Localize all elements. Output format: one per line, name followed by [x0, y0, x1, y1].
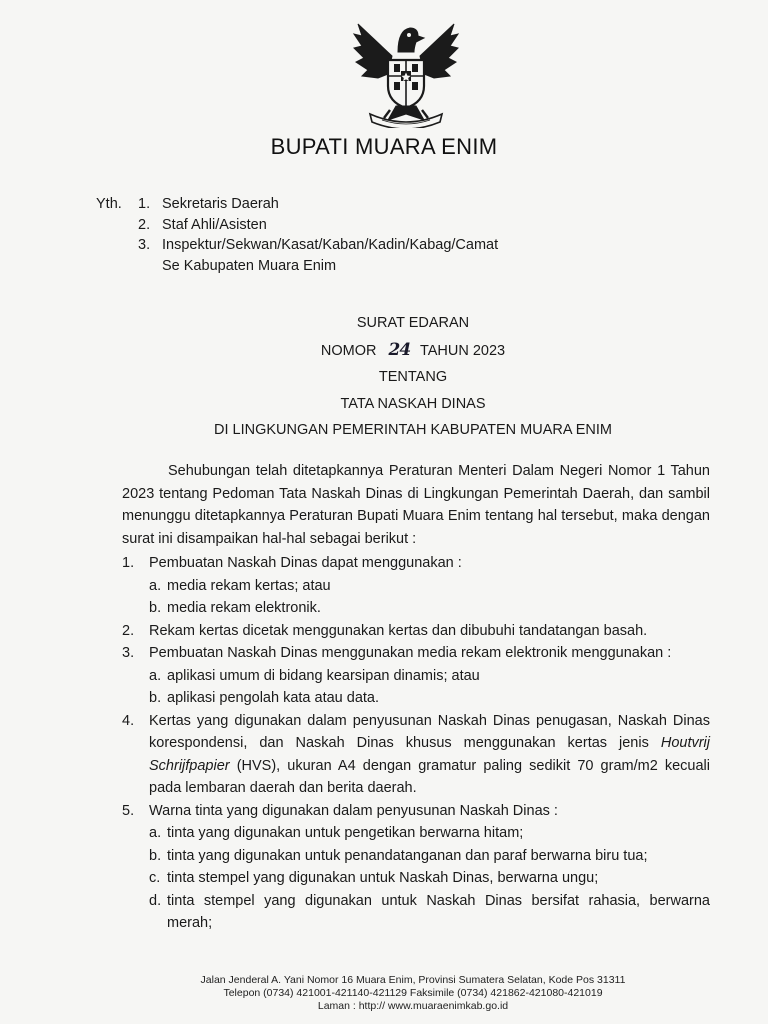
- letter-heading: [0, 310, 768, 444]
- sub-item-text: tinta stempel yang digunakan untuk Naskah Dinas bersifat rahasia, berwarna merah;: [167, 892, 710, 931]
- letter-body: [122, 460, 710, 935]
- addressee-row: [96, 215, 498, 236]
- item-text: Warna tinta yang digunakan dalam penyusunan Naskah Dinas :: [149, 802, 558, 819]
- list-item: [122, 800, 710, 823]
- footer-address: Jalan Jenderal A. Yani Nomor 16 Muara Enim, Provinsi Sumatera Selatan, Kode Pos 31311: [200, 974, 626, 986]
- footer-phone: Telepon (0734) 421001-421140-421129 Faksimile (0734) 421862-421080-421019: [223, 987, 603, 999]
- sub-item-letter: b.: [149, 600, 162, 616]
- list-item: [122, 620, 710, 643]
- addressee-text: Se Kabupaten Muara Enim: [162, 257, 337, 274]
- sub-list-item: [122, 890, 710, 935]
- paper-type-italic: Houtvrij Schrijfpapier: [149, 735, 710, 774]
- addressee-row: [96, 235, 498, 256]
- item-text: Pembuatan Naskah Dinas dapat menggunakan :: [149, 555, 462, 571]
- addressee-number: 3.: [138, 237, 151, 253]
- garuda-emblem-icon: [348, 16, 464, 128]
- sub-list-item: [122, 845, 710, 868]
- addressee-block: [96, 194, 498, 276]
- item-text-part: (HVS), ukuran A4 dengan gramatur paling sedikit 70 gram/m2 kecuali pada lembaran daerah dan berita daerah.: [149, 757, 710, 796]
- sub-item-text: media rekam kertas; atau: [167, 577, 331, 594]
- letterhead-footer: [0, 974, 768, 1013]
- intro-paragraph: Sehubungan telah ditetapkannya Peraturan Menteri Dalam Negeri Nomor 1 Tahun 2023 tentang Pedoman Tata Naskah Dinas di Lingkungan Pemerintah Daerah, dan sambil menunggu ditetapkannya Peraturan Bupati Muara Enim tentang hal tersebut, maka dengan surat ini disampaikan hal-hal sebagai berikut :: [122, 463, 710, 547]
- letter-subject-line2: DI LINGKUNGAN PEMERINTAH KABUPATEN MUARA ENIM: [214, 422, 612, 438]
- item-number: 4.: [122, 712, 135, 729]
- number-prefix: NOMOR: [320, 342, 377, 359]
- item-number: 5.: [122, 802, 135, 819]
- addressee-text: Sekretaris Daerah: [162, 196, 279, 212]
- sub-item-letter: a.: [149, 577, 162, 594]
- letter-type: SURAT EDARAN: [356, 315, 470, 331]
- sub-item-letter: d.: [149, 892, 162, 909]
- sub-item-text: tinta yang digunakan untuk pengetikan berwarna hitam;: [167, 825, 524, 841]
- sub-item-text: tinta yang digunakan untuk penandatanganan dan paraf berwarna biru tua;: [167, 847, 648, 864]
- letter-subject-line1: TATA NASKAH DINAS: [340, 395, 486, 412]
- addressee-number: [138, 256, 162, 277]
- item-number: 2.: [122, 622, 135, 639]
- sub-list-item: [122, 867, 710, 890]
- sub-item-letter: b.: [149, 847, 162, 864]
- item-text: [149, 710, 710, 800]
- number-suffix: TAHUN 2023: [419, 342, 506, 359]
- letter-number-line: [0, 337, 768, 365]
- item-text: Rekam kertas dicetak menggunakan kertas dan dibubuhi tandatangan basah.: [149, 622, 648, 639]
- sub-item-letter: a.: [149, 667, 162, 684]
- sub-item-text: aplikasi umum di bidang kearsipan dinamis; atau: [167, 667, 480, 684]
- item-number: 1.: [122, 555, 135, 571]
- sub-list-item: [122, 665, 710, 688]
- item-number: 3.: [122, 645, 135, 661]
- sub-list-item: [122, 597, 710, 620]
- addressee-number: 1.: [138, 196, 151, 212]
- list-item: [122, 642, 710, 665]
- sub-item-letter: a.: [149, 825, 162, 841]
- sub-item-text: media rekam elektronik.: [167, 600, 321, 616]
- sub-item-text: aplikasi pengolah kata atau data.: [167, 690, 380, 706]
- addressee-text: Staf Ahli/Asisten: [162, 216, 267, 233]
- addressee-row: [96, 256, 498, 277]
- handwritten-number: 24: [388, 339, 411, 360]
- list-item: [122, 552, 710, 575]
- sub-item-text: tinta stempel yang digunakan untuk Naskah Dinas, berwarna ungu;: [167, 870, 599, 886]
- item-text-part: Kertas yang digunakan dalam penyusunan Naskah Dinas penugasan, Naskah Dinas korespondensi, dan Naskah Dinas khusus menggunakan kertas jenis: [149, 712, 710, 751]
- sub-item-letter: c.: [149, 870, 161, 886]
- item-text: Pembuatan Naskah Dinas menggunakan media rekam elektronik menggunakan :: [149, 645, 672, 661]
- addressee-label: Yth.: [96, 196, 122, 212]
- footer-website: Laman : http:// www.muaraenimkab.go.id: [317, 1000, 509, 1012]
- list-item: [122, 710, 710, 800]
- page-title: BUPATI MUARA ENIM: [270, 134, 498, 159]
- sub-list-item: [122, 822, 710, 845]
- sub-item-letter: b.: [149, 690, 162, 706]
- sub-list-item: [122, 687, 710, 710]
- addressee-row: [96, 194, 498, 215]
- addressee-number: 2.: [138, 216, 151, 233]
- addressee-text: Inspektur/Sekwan/Kasat/Kaban/Kadin/Kabag/Camat: [162, 237, 499, 253]
- letter-about: TENTANG: [378, 369, 448, 385]
- sub-list-item: [122, 575, 710, 598]
